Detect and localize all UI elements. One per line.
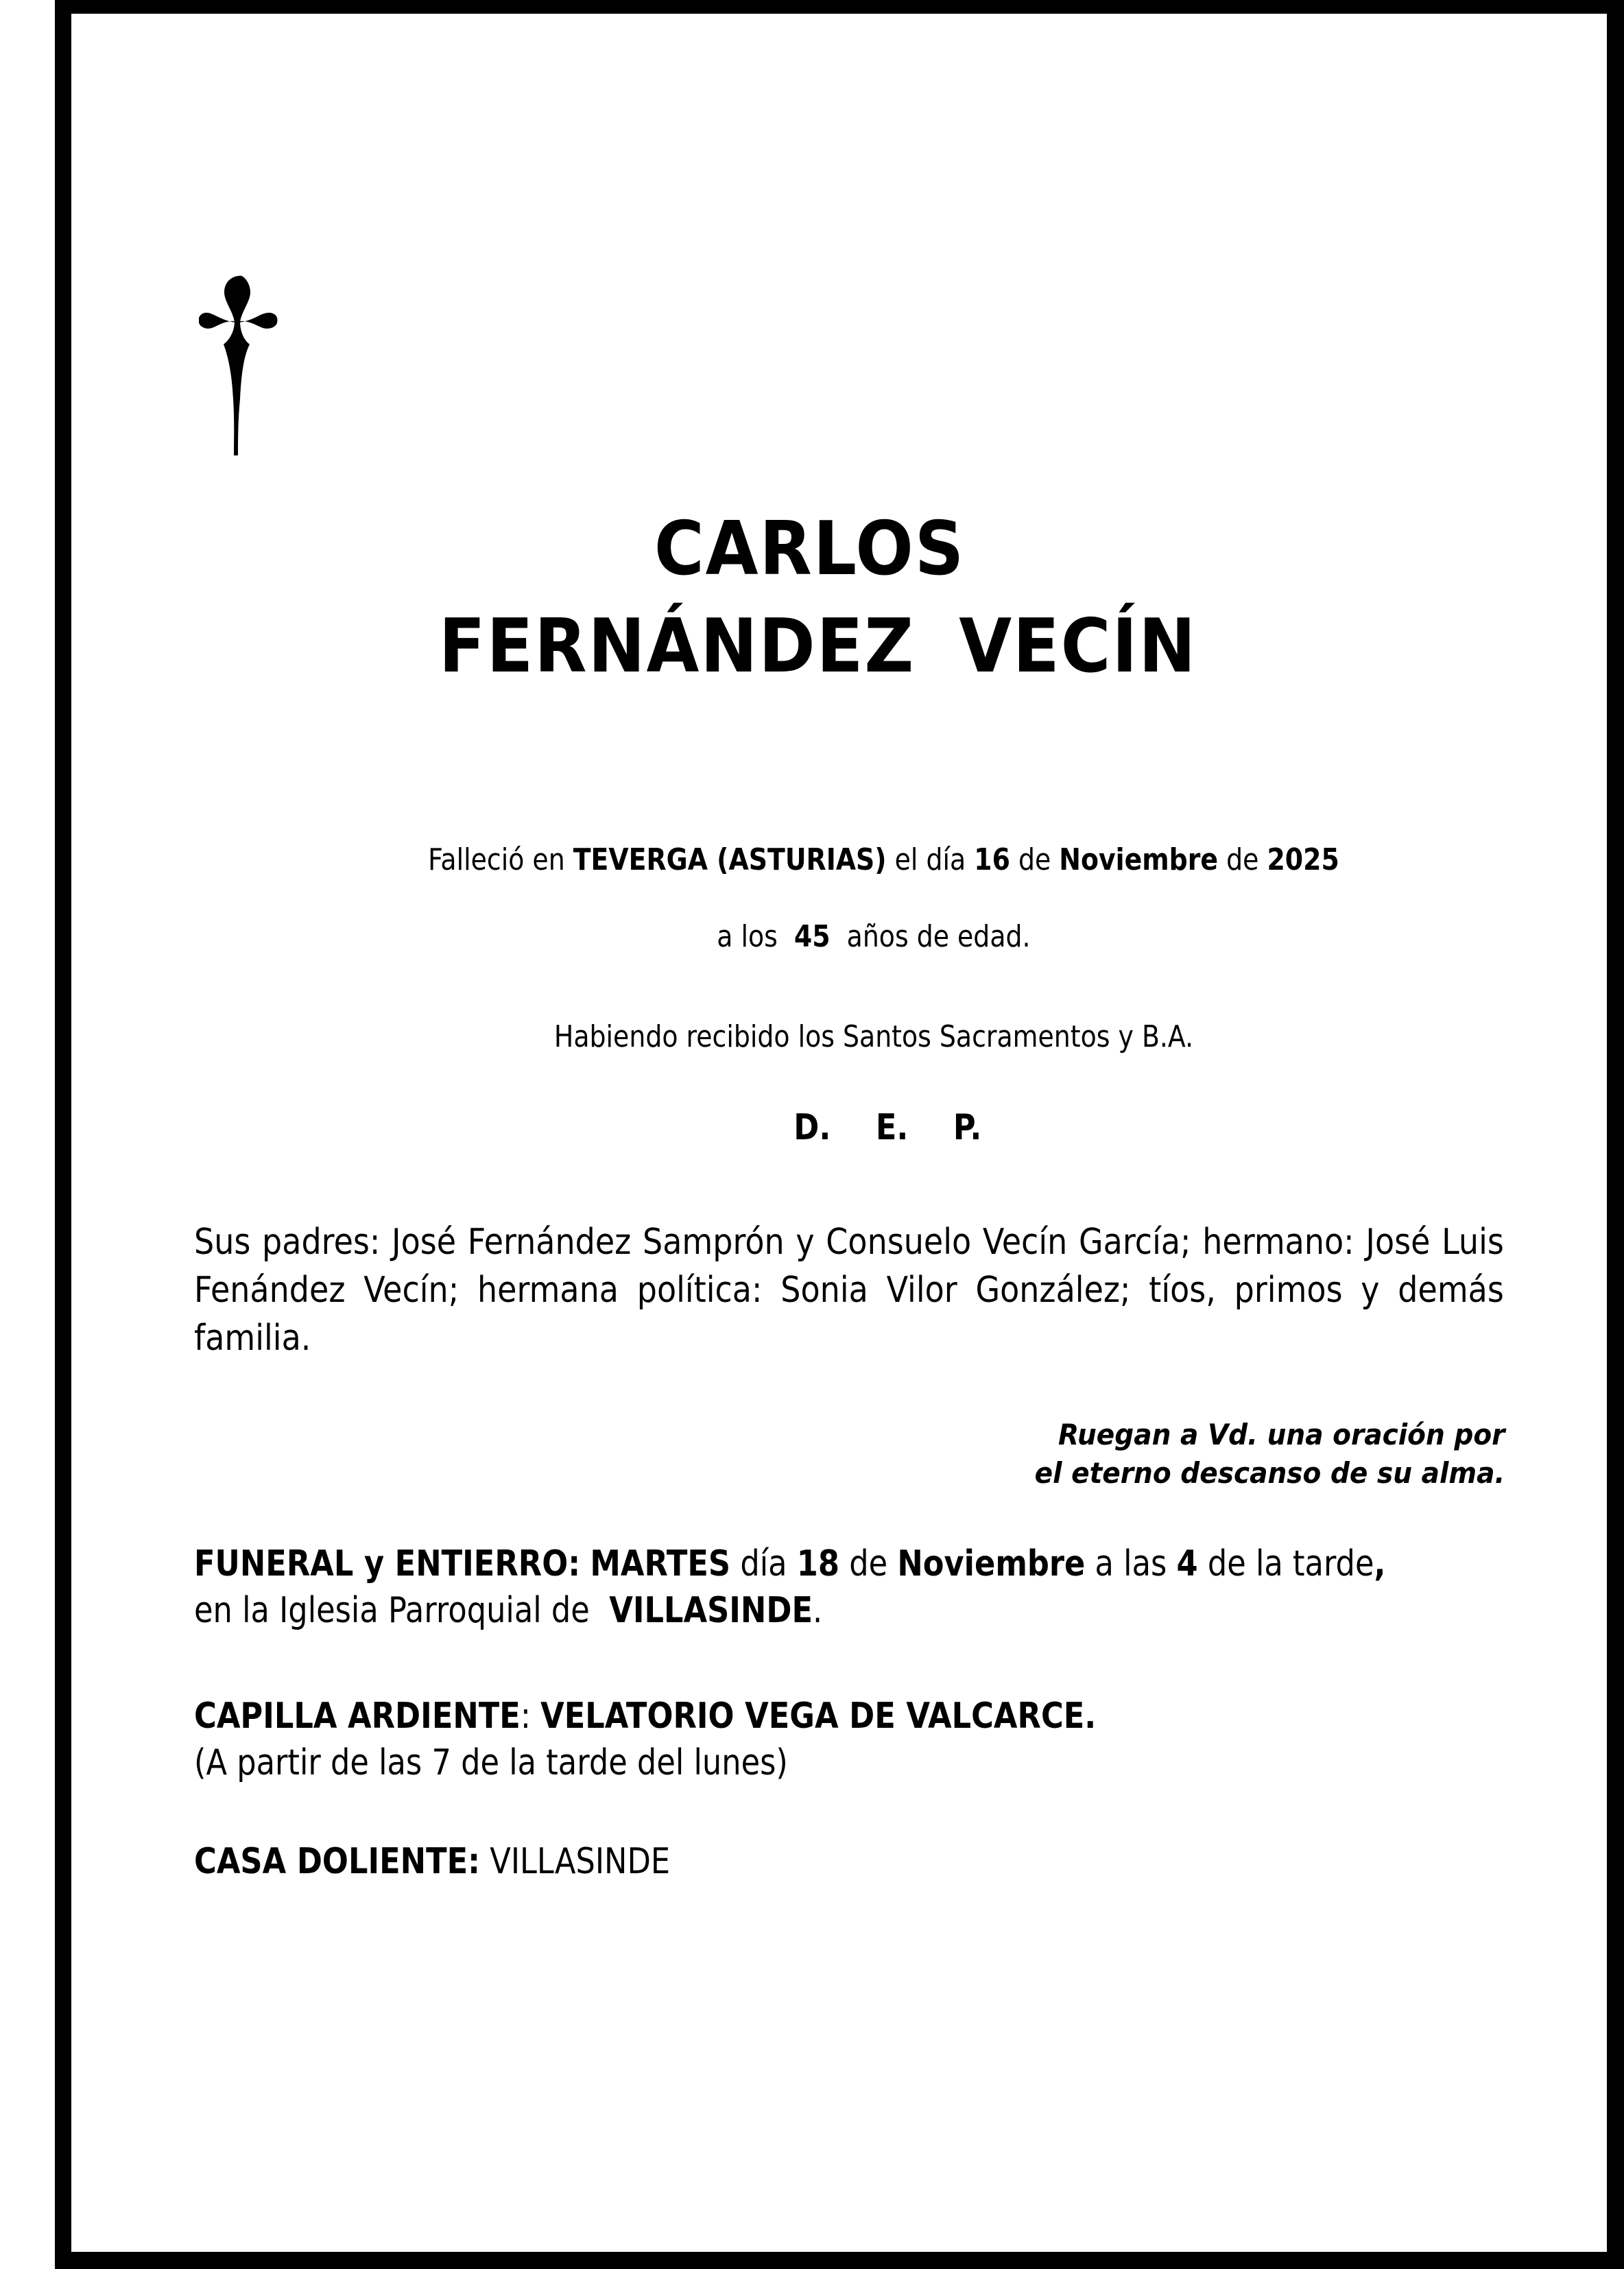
funeral-de: de: [849, 1543, 888, 1584]
casa-doliente-section: [194, 1838, 748, 1885]
funeral-weekday: MARTES: [590, 1543, 731, 1584]
death-place: TEVERGA (ASTURIAS): [573, 842, 887, 877]
funeral-church-prefix: en la Iglesia Parroquial de: [194, 1590, 590, 1631]
prayer-line-2: el eterno descanso de su alma.: [1034, 1456, 1505, 1490]
capilla-ardiente-section: [194, 1693, 1243, 1786]
funeral-section: [194, 1541, 1579, 1634]
cross-of-saint-james-icon: [199, 276, 283, 455]
prayer-request: [999, 1416, 1505, 1493]
death-month: Noviembre: [1058, 842, 1218, 877]
casa-label: CASA DOLIENTE:: [194, 1841, 481, 1882]
dep-text: D. E. P.: [793, 1107, 982, 1148]
death-line: [71, 842, 1624, 877]
capilla-value: VELATORIO VEGA DE VALCARCE.: [540, 1696, 1097, 1737]
funeral-label: FUNERAL y ENTIERRO:: [194, 1543, 581, 1584]
funeral-comma: ,: [1374, 1543, 1386, 1584]
dep-line: [75, 1107, 1624, 1148]
funeral-hour: 4: [1176, 1543, 1198, 1584]
death-el-dia: el día: [894, 842, 966, 877]
funeral-a-las: a las: [1095, 1543, 1167, 1584]
deceased-surnames: FERNÁNDEZ VECÍN: [438, 604, 1197, 689]
funeral-month: Noviembre: [897, 1543, 1086, 1584]
casa-value: VILLASINDE: [490, 1841, 671, 1882]
death-day: 16: [973, 842, 1010, 877]
age-line: [62, 919, 1624, 954]
family-text: Sus padres: José Fernández Samprón y Consuelo Vecín García; hermano: José Luis Fenández Vecín; hermana política: Sonia Vilor González; tíos, primos y demás familia.: [194, 1222, 1504, 1359]
death-de-2: de: [1226, 842, 1258, 877]
age-suffix: años de edad.: [846, 919, 1031, 954]
funeral-church-place: VILLASINDE: [609, 1590, 813, 1631]
age-value: 45: [794, 919, 831, 954]
sacraments-line: [62, 1019, 1624, 1054]
funeral-day: 18: [796, 1543, 840, 1584]
age-prefix: a los: [717, 919, 778, 954]
family-paragraph: [194, 1218, 1504, 1362]
capilla-label: CAPILLA ARDIENTE: [194, 1696, 521, 1737]
sacraments-text: Habiendo recibido los Santos Sacramentos y B.A.: [553, 1019, 1194, 1054]
prayer-line-1: Ruegan a Vd. una oración por: [1058, 1418, 1505, 1451]
deceased-first-name: CARLOS: [654, 506, 966, 592]
death-prefix: Falleció en: [427, 842, 565, 877]
death-de: de: [1018, 842, 1051, 877]
funeral-tarde: de la tarde: [1207, 1543, 1374, 1584]
death-year: 2025: [1267, 842, 1339, 877]
funeral-period: .: [813, 1590, 823, 1631]
deceased-name: [71, 501, 1565, 696]
capilla-note: (A partir de las 7 de la tarde del lunes): [194, 1742, 788, 1783]
funeral-dia: día: [740, 1543, 787, 1584]
capilla-colon: :: [520, 1696, 531, 1737]
